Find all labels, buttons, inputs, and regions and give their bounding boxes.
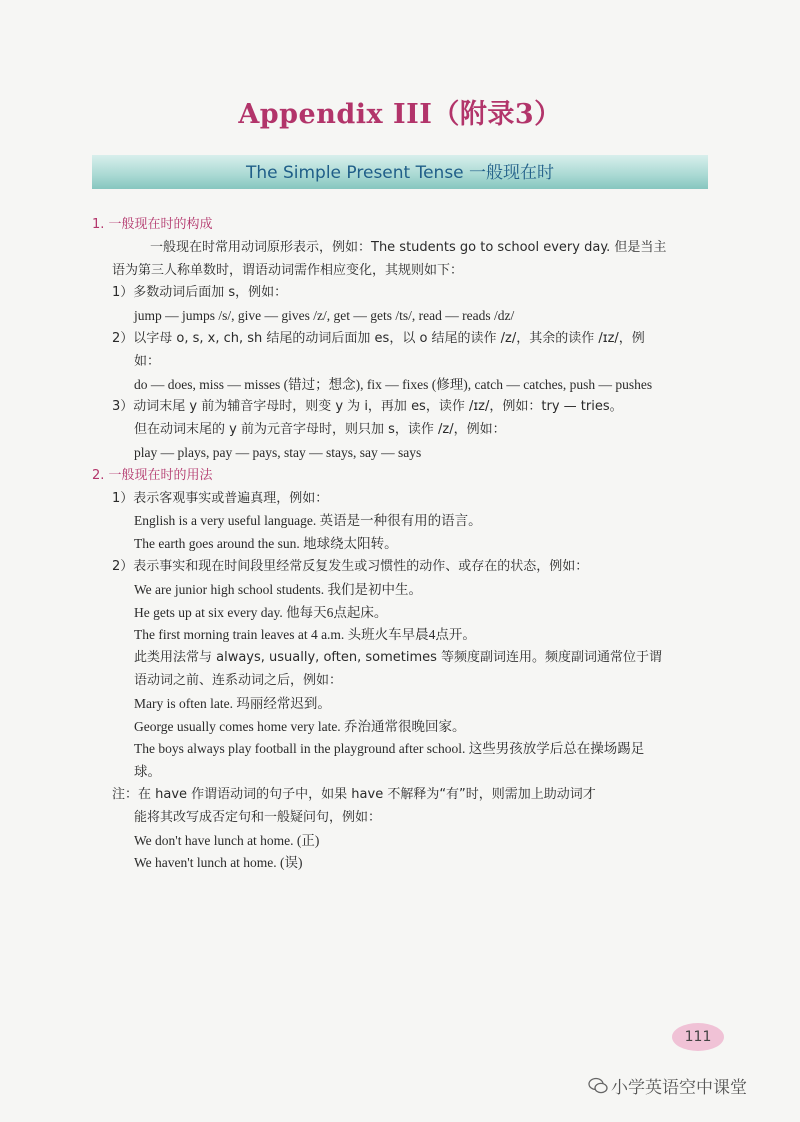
text-line: The earth goes around the sun. 地球绕太阳转。 [134, 536, 398, 552]
section-banner: The Simple Present Tense 一般现在时 [92, 155, 708, 189]
text-line: play — plays, pay — pays, stay — stays, say — says [134, 444, 422, 460]
page-number: 111 [672, 1023, 724, 1051]
text-line: jump — jumps /s/, give — gives /z/, get — gets /ts/, read — reads /dz/ [134, 308, 515, 324]
text-line: 一般现在时常用动词原形表示，例如：The students go to school every day. 但是当主 [150, 239, 667, 255]
text-line: 如： [134, 353, 161, 369]
text-line: Mary is often late. 玛丽经常迟到。 [134, 695, 331, 711]
text-line: 2. 一般现在时的用法 [92, 467, 213, 483]
appendix-title: Appendix III（附录3） [238, 99, 562, 130]
text-line: 语为第三人称单数时，谓语动词需作相应变化，其规则如下： [112, 262, 464, 278]
text-line: George usually comes home very late. 乔治通常很晚回家。 [134, 718, 466, 734]
wechat-icon [588, 1077, 608, 1100]
text-line: 1）表示客观事实或普遍真理，例如： [112, 490, 329, 506]
text-line: 此类用法常与 always, usually, often, sometimes 等频度副词连用。频度副词通常位于谓 [134, 650, 663, 666]
text-line: 注：在 have 作谓语动词的句子中，如果 have 不解释为“有”时，则需加上助动词才 [112, 786, 596, 802]
text-line: 但在动词末尾的 y 前为元音字母时，则只加 s，读作 /z/，例如： [134, 422, 506, 438]
text-line: English is a very useful language. 英语是一种很有用的语言。 [134, 513, 482, 529]
watermark [588, 1073, 747, 1100]
text-line: 球。 [134, 764, 161, 780]
text-line: 1）多数动词后面加 s，例如： [112, 285, 288, 301]
text-line: 1. 一般现在时的构成 [92, 217, 213, 232]
body-text [92, 214, 712, 875]
text-line: We haven't lunch at home. (误) [134, 855, 303, 871]
text-line: 2）表示事实和现在时间段里经常反复发生或习惯性的动作、或存在的状态，例如： [112, 558, 589, 574]
text-line: The boys always play football in the playground after school. 这些男孩放学后总在操场踢足 [134, 741, 645, 757]
text-line: We are junior high school students. 我们是初中生。 [134, 581, 423, 597]
text-line: The first morning train leaves at 4 a.m. 头班火车早晨4点开。 [134, 627, 476, 643]
text-line: 2）以字母 o, s, x, ch, sh 结尾的动词后面加 es，以 o 结尾的读作 /z/，其余的读作 /ɪz/，例 [112, 330, 645, 346]
text-line: do — does, miss — misses (错过；想念), fix — fixes (修理), catch — catches, push — pushes [134, 376, 653, 392]
text-line: He gets up at six every day. 他每天6点起床。 [134, 604, 388, 620]
text-line: 能将其改写成否定句和一般疑问句，例如： [134, 809, 382, 825]
text-line: 语动词之前、连系动词之后，例如： [134, 672, 343, 688]
text-line: 3）动词末尾 y 前为辅音字母时，则变 y 为 i，再加 es，读作 /ɪz/，例如：try — tries。 [112, 399, 623, 415]
watermark-text: 小学英语空中课堂 [611, 1078, 747, 1098]
text-line: We don't have lunch at home. (正) [134, 832, 320, 848]
